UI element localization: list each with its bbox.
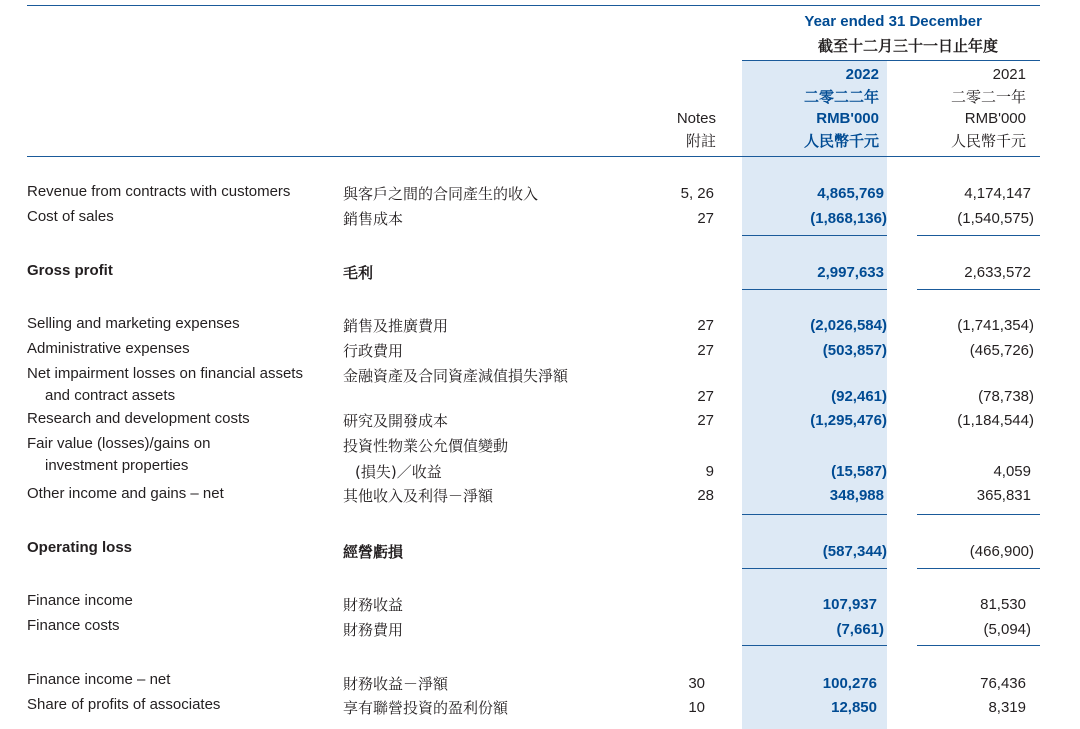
row-label-zh: 財務費用 — [343, 621, 404, 639]
row-value-2021: 76,436 — [980, 675, 1026, 692]
notes-heading-zh: 附註 — [685, 132, 716, 150]
rule-2021-gross-profit — [917, 235, 1040, 236]
row-label-en: Administrative expenses — [27, 340, 190, 357]
row-value-2022: 348,988 — [829, 487, 884, 504]
row-value-2021: 81,530 — [980, 596, 1026, 613]
row-value-2022: (7,661) — [836, 621, 884, 638]
col-2022-unit-zh: 人民幣千元 — [803, 132, 879, 150]
rule-2021-gross-profit-bottom — [917, 289, 1040, 290]
row-value-2021: (5,094) — [983, 621, 1031, 638]
row-value-2021: 8,319 — [988, 699, 1026, 716]
row-label-zh: 財務收益 — [343, 596, 404, 614]
row-label-en: Finance income – net — [27, 671, 171, 688]
row-label-en: Operating loss — [27, 539, 133, 556]
col-2021-year-zh: 二零二一年 — [950, 88, 1026, 106]
rule-2021-operating-bottom — [917, 568, 1040, 569]
row-value-2021: (465,726) — [969, 342, 1034, 359]
row-label-en: Revenue from contracts with customers — [27, 183, 291, 200]
period-underline — [742, 60, 1040, 61]
rule-2021-finance — [917, 645, 1040, 646]
row-note: 27 — [697, 388, 714, 405]
row-note: 9 — [705, 463, 714, 480]
row-label-en-cont: investment properties — [45, 457, 189, 474]
row-label-en: Finance costs — [27, 617, 120, 634]
row-label-en: Selling and marketing expenses — [27, 315, 240, 332]
col-2021-unit-zh: 人民幣千元 — [950, 132, 1026, 150]
row-value-2022: (2,026,584) — [810, 317, 887, 334]
col-2021-unit-en: RMB'000 — [964, 110, 1026, 127]
row-note: 28 — [697, 487, 714, 504]
row-note: 27 — [697, 317, 714, 334]
row-value-2021: 4,059 — [993, 463, 1031, 480]
row-note: 27 — [697, 210, 714, 227]
row-label-zh: 研究及開發成本 — [343, 412, 449, 430]
row-value-2022: (15,587) — [831, 463, 887, 480]
header-rule — [27, 156, 1040, 157]
col-2021-year: 2021 — [992, 66, 1026, 83]
row-label-zh: 行政費用 — [343, 342, 404, 360]
row-value-2022: (503,857) — [822, 342, 887, 359]
row-label-zh: 銷售及推廣費用 — [343, 317, 449, 335]
row-label-zh: 其他收入及利得－淨額 — [343, 487, 494, 505]
row-value-2022: 2,997,633 — [817, 264, 884, 281]
rule-2022-finance — [742, 645, 887, 646]
row-label-zh: 與客戶之間的合同產生的收入 — [343, 185, 539, 203]
rule-2021-operating — [917, 514, 1040, 515]
col-2022-unit-en: RMB'000 — [816, 110, 879, 127]
row-note: 30 — [688, 675, 705, 692]
row-label-en: Net impairment losses on financial assets — [27, 365, 303, 382]
period-heading-zh: 截至十二月三十一日止年度 — [817, 37, 998, 55]
row-label-zh: 財務收益－淨額 — [343, 675, 449, 693]
row-label-zh: 銷售成本 — [343, 210, 404, 228]
row-value-2022: 4,865,769 — [817, 185, 884, 202]
row-note: 27 — [697, 342, 714, 359]
row-label-zh: 投資性物業公允價值變動 — [343, 437, 509, 455]
row-label-en: Finance income — [27, 592, 133, 609]
row-note: 5, 26 — [680, 185, 714, 202]
period-heading-en: Year ended 31 December — [804, 13, 982, 30]
row-label-zh-cont: (損失)／收益 — [355, 463, 442, 481]
row-value-2022: 107,937 — [822, 596, 877, 613]
row-value-2021: 365,831 — [976, 487, 1031, 504]
rule-2022-operating-bottom — [742, 568, 887, 569]
row-value-2021: (1,540,575) — [957, 210, 1034, 227]
rule-2022-operating — [742, 514, 887, 515]
col-2022-year-zh: 二零二二年 — [803, 88, 879, 106]
row-value-2021: (1,741,354) — [957, 317, 1034, 334]
row-label-en: Cost of sales — [27, 208, 114, 225]
row-value-2021: (1,184,544) — [957, 412, 1034, 429]
rule-2022-gross-profit — [742, 235, 887, 236]
row-value-2021: 2,633,572 — [964, 264, 1031, 281]
row-label-zh: 經營虧損 — [343, 543, 404, 561]
row-value-2021: (466,900) — [969, 543, 1034, 560]
row-value-2021: (78,738) — [978, 388, 1034, 405]
row-value-2022: 12,850 — [831, 699, 877, 716]
row-label-zh: 享有聯營投資的盈利份額 — [343, 699, 509, 717]
row-value-2022: (92,461) — [831, 388, 887, 405]
row-label-en: Gross profit — [27, 262, 113, 279]
col-2022-year: 2022 — [845, 66, 879, 83]
row-value-2022: (1,295,476) — [810, 412, 887, 429]
row-note: 10 — [688, 699, 705, 716]
row-value-2022: (587,344) — [822, 543, 887, 560]
row-note: 27 — [697, 412, 714, 429]
row-label-en-cont: and contract assets — [45, 387, 176, 404]
row-label-en: Research and development costs — [27, 410, 250, 427]
row-value-2021: 4,174,147 — [964, 185, 1031, 202]
row-label-zh: 金融資產及合同資產減值損失淨額 — [343, 367, 569, 385]
rule-2022-gross-profit-bottom — [742, 289, 887, 290]
top-rule — [27, 5, 1040, 6]
notes-heading-en: Notes — [676, 110, 716, 127]
row-label-en: Fair value (losses)/gains on — [27, 435, 211, 452]
row-value-2022: 100,276 — [822, 675, 877, 692]
row-label-zh: 毛利 — [343, 264, 374, 282]
row-label-en: Share of profits of associates — [27, 696, 221, 713]
row-label-en: Other income and gains – net — [27, 485, 224, 502]
row-value-2022: (1,868,136) — [810, 210, 887, 227]
